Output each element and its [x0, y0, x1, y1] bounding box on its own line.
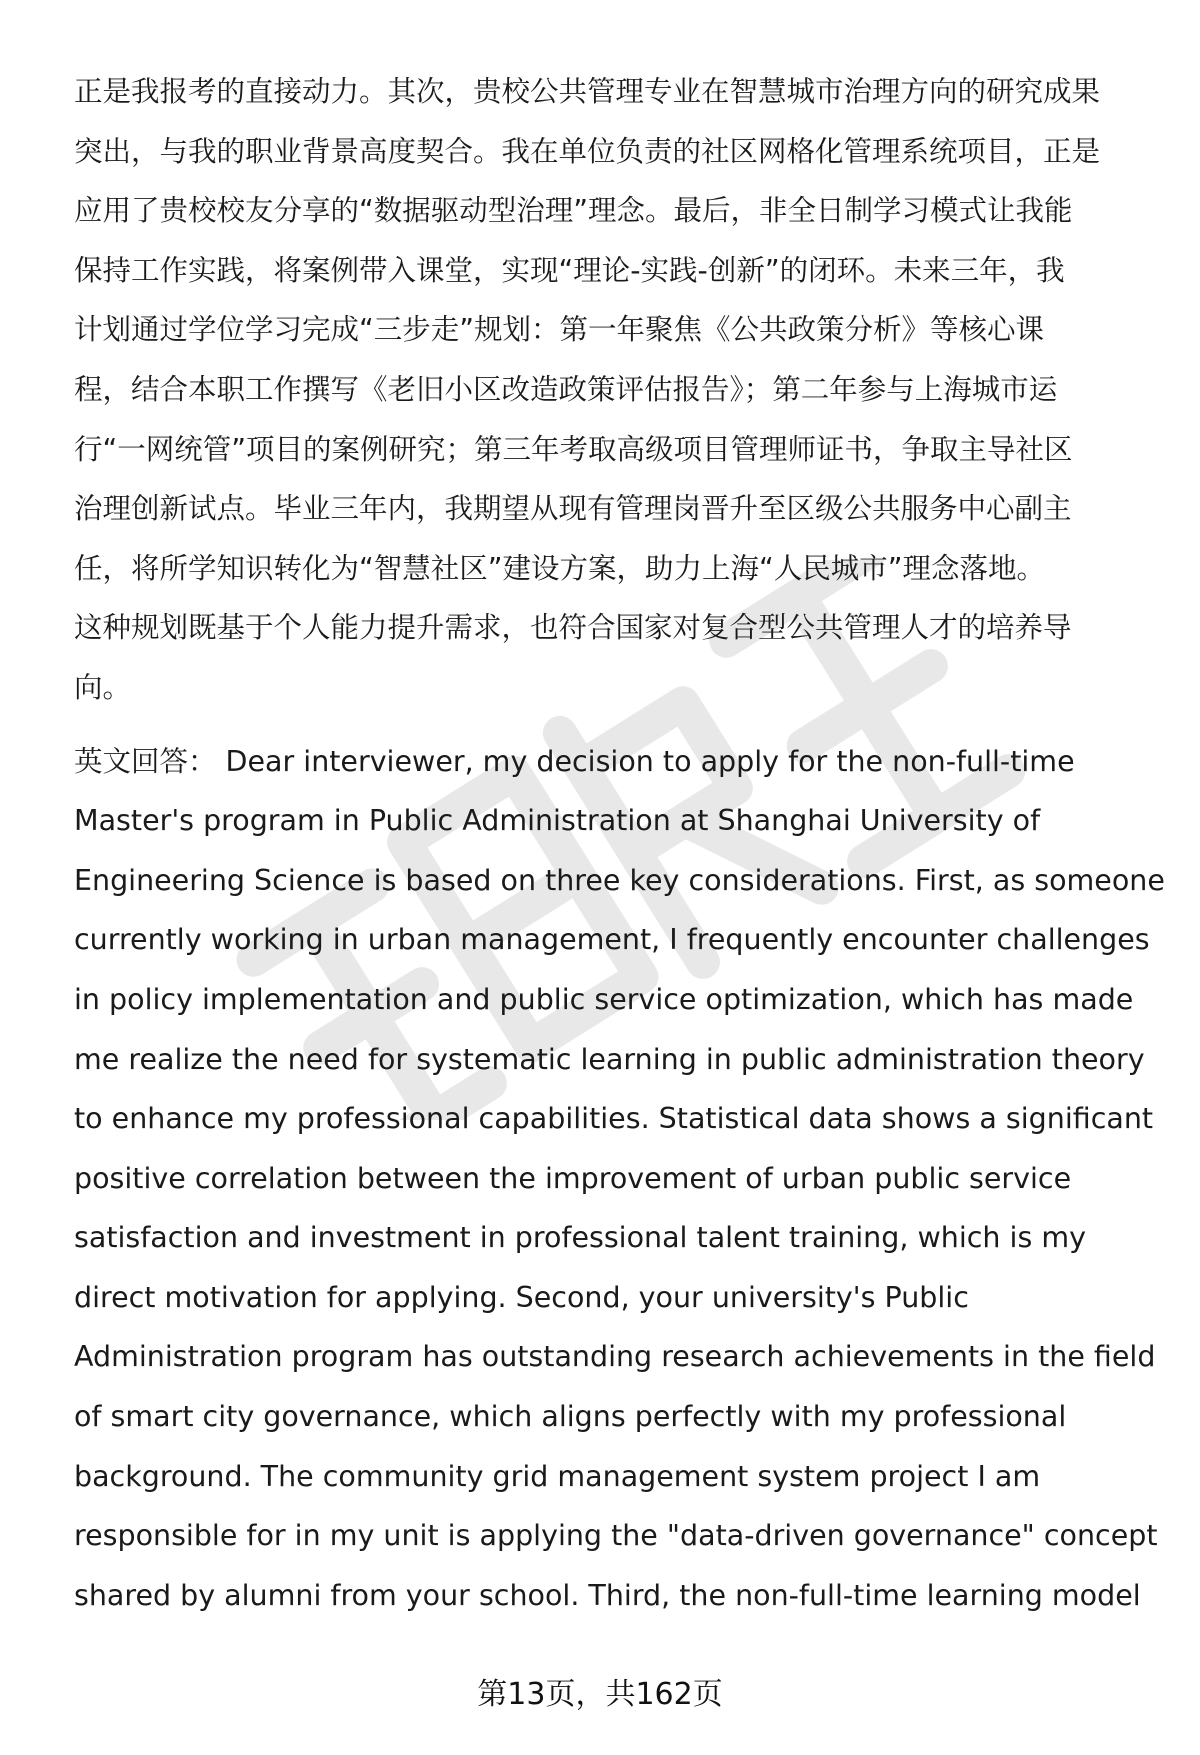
text-line: currently working in urban management, I frequently encounter challenges: [74, 923, 1150, 957]
text-line: Engineering Science is based on three key considerations. First, as someone: [74, 863, 1165, 897]
document-body: [74, 62, 1165, 1625]
text-line: 向。: [74, 670, 132, 704]
text-line: responsible for in my unit is applying the "data-driven governance" concept: [74, 1519, 1158, 1553]
text-line: shared by alumni from your school. Third, the non-full-time learning model: [74, 1578, 1141, 1612]
text-line: of smart city governance, which aligns perfectly with my professional: [74, 1400, 1067, 1434]
text-line: background. The community grid management system project I am: [74, 1459, 1041, 1493]
text-line: 任，将所学知识转化为“智慧社区”建设方案，助力上海“人民城市”理念落地。: [74, 551, 1046, 585]
text-line: to enhance my professional capabilities. Statistical data shows a significant: [74, 1102, 1154, 1136]
page-number-footer: 第13页，共162页: [477, 1677, 723, 1712]
text-line: 程，结合本职工作撰写《老旧小区改造政策评估报告》；第二年参与上海城市运: [74, 372, 1058, 406]
english-answer-paragraph: [74, 732, 1165, 1626]
text-line: Administration program has outstanding research achievements in the field: [74, 1340, 1156, 1374]
text-line: 突出，与我的职业背景高度契合。我在单位负责的社区网格化管理系统项目，正是: [74, 134, 1101, 168]
paragraph-gap: [74, 718, 1154, 732]
chinese-answer-paragraph: [74, 62, 1154, 718]
text-line: Master's program in Public Administration at Shanghai University of: [74, 804, 1041, 838]
text-line: 计划通过学位学习完成“三步走”规划：第一年聚焦《公共政策分析》等核心课: [74, 313, 1045, 347]
text-line: 正是我报考的直接动力。其次，贵校公共管理专业在智慧城市治理方向的研究成果: [74, 75, 1101, 108]
text-line: positive correlation between the improvement of urban public service: [74, 1161, 1072, 1195]
text-line: 治理创新试点。毕业三年内，我期望从现有管理岗晋升至区级公共服务中心副主: [74, 492, 1072, 526]
text-line: me realize the need for systematic learning in public administration theory: [74, 1042, 1145, 1076]
text-line: direct motivation for applying. Second, your university's Public: [74, 1280, 969, 1314]
text-line: satisfaction and investment in professional talent training, which is my: [74, 1221, 1086, 1255]
text-line: 行“一网统管”项目的案例研究；第三年考取高级项目管理师证书，争取主导社区: [74, 432, 1073, 466]
text-line: in policy implementation and public service optimization, which has made: [74, 982, 1134, 1016]
text-line: 英文回答： Dear interviewer, my decision to apply for the non-full-time: [74, 744, 1075, 778]
text-line: 保持工作实践，将案例带入课堂，实现“理论-实践-创新”的闭环。未来三年，我: [74, 253, 1065, 287]
text-line: 应用了贵校校友分享的“数据驱动型治理”理念。最后，非全日制学习模式让我能: [74, 194, 1073, 228]
text-line: 这种规划既基于个人能力提升需求，也符合国家对复合型公共管理人才的培养导: [74, 611, 1072, 645]
